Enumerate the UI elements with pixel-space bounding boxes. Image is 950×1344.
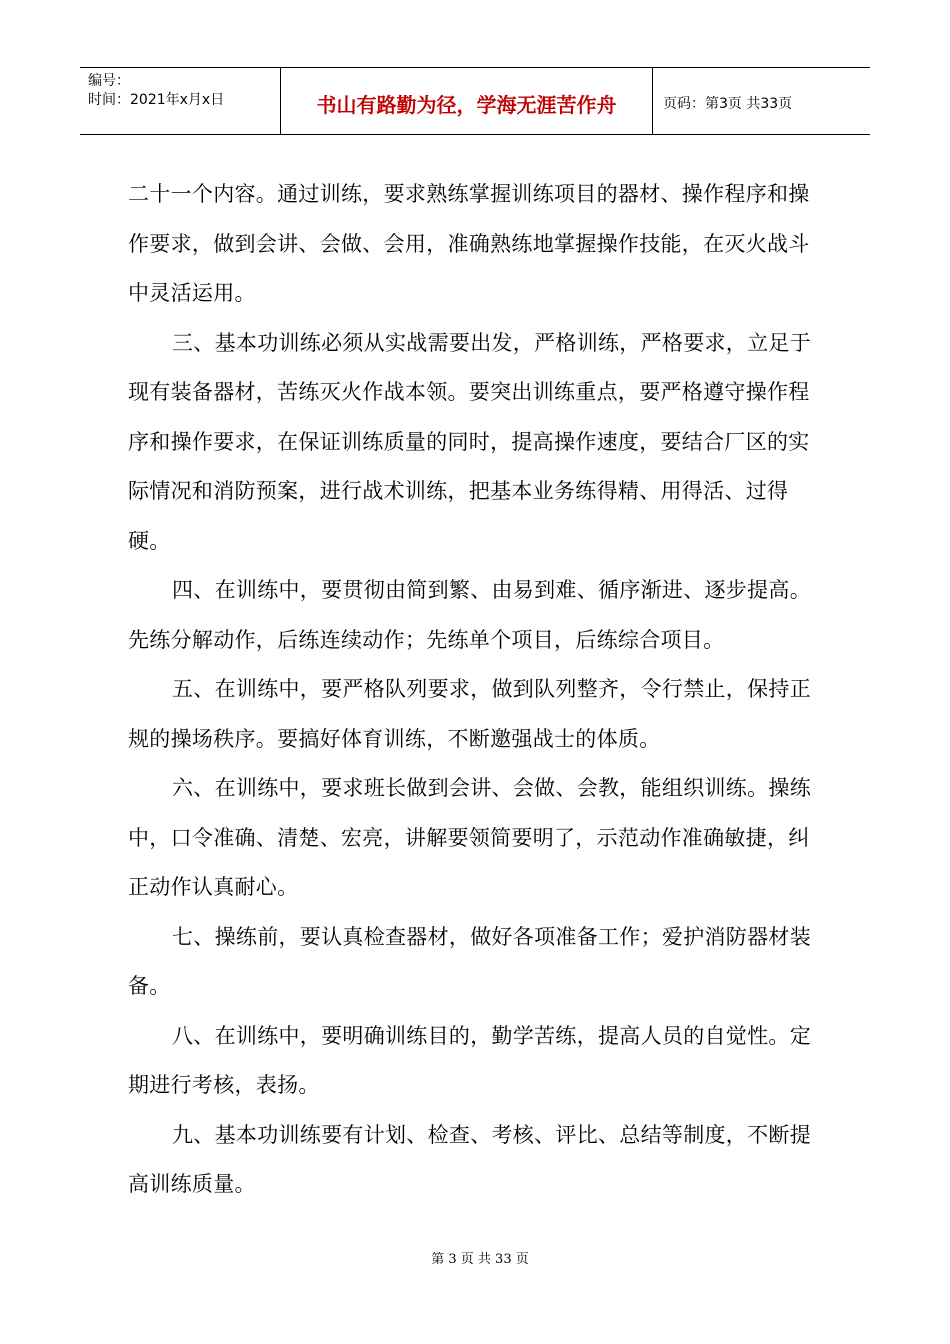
header-meta: [80, 68, 281, 134]
paragraph-item-3: 三、基本功训练必须从实战需要出发，严格训练，严格要求，立足于现有装备器材，苦练灭火作战本领。要突出训练重点，要严格遵守操作程序和操作要求，在保证训练质量的同时，提高操作速度，要结合厂区的实际情况和消防预案，进行战术训练，把基本业务练得精、用得活、过得硬。: [128, 330, 811, 553]
header-page-info: 页码：第3页 共33页: [663, 96, 793, 112]
document-body: [128, 170, 828, 1210]
document-number-label: 编号：: [88, 73, 130, 89]
document-time-label: 时间：2021年x月x日: [88, 92, 225, 108]
paragraph-item-5: 五、在训练中，要严格队列要求，做到队列整齐，令行禁止，保持正规的操场秩序。要搞好体育训练，不断邀强战士的体质。: [128, 677, 811, 751]
paragraph-item-7: 七、操练前，要认真检查器材，做好各项准备工作；爱护消防器材装备。: [128, 924, 811, 998]
header-motto: 书山有路勤为径，学海无涯苦作舟: [281, 68, 653, 134]
paragraph-item-8: 八、在训练中，要明确训练目的，勤学苦练，提高人员的自觉性。定期进行考核，表扬。: [128, 1023, 811, 1097]
paragraph-item-9: 九、基本功训练要有计划、检查、考核、评比、总结等制度，不断提高训练质量。: [128, 1122, 811, 1196]
page-header: [80, 67, 870, 135]
paragraph-item-6: 六、在训练中，要求班长做到会讲、会做、会教，能组织训练。操练中，口令准确、清楚、宏亮，讲解要领简要明了，示范动作准确敏捷，纠正动作认真耐心。: [128, 776, 811, 899]
paragraph-continued: 二十一个内容。通过训练，要求熟练掌握训练项目的器材、操作程序和操作要求，做到会讲、会做、会用，准确熟练地掌握操作技能，在灭火战斗中灵活运用。: [128, 182, 810, 305]
page-footer: 第 3 页 共 33 页: [431, 1252, 529, 1267]
paragraph-item-4: 四、在训练中，要贯彻由简到繁、由易到难、循序渐进、逐步提高。先练分解动作，后练连续动作；先练单个项目，后练综合项目。: [128, 578, 811, 652]
